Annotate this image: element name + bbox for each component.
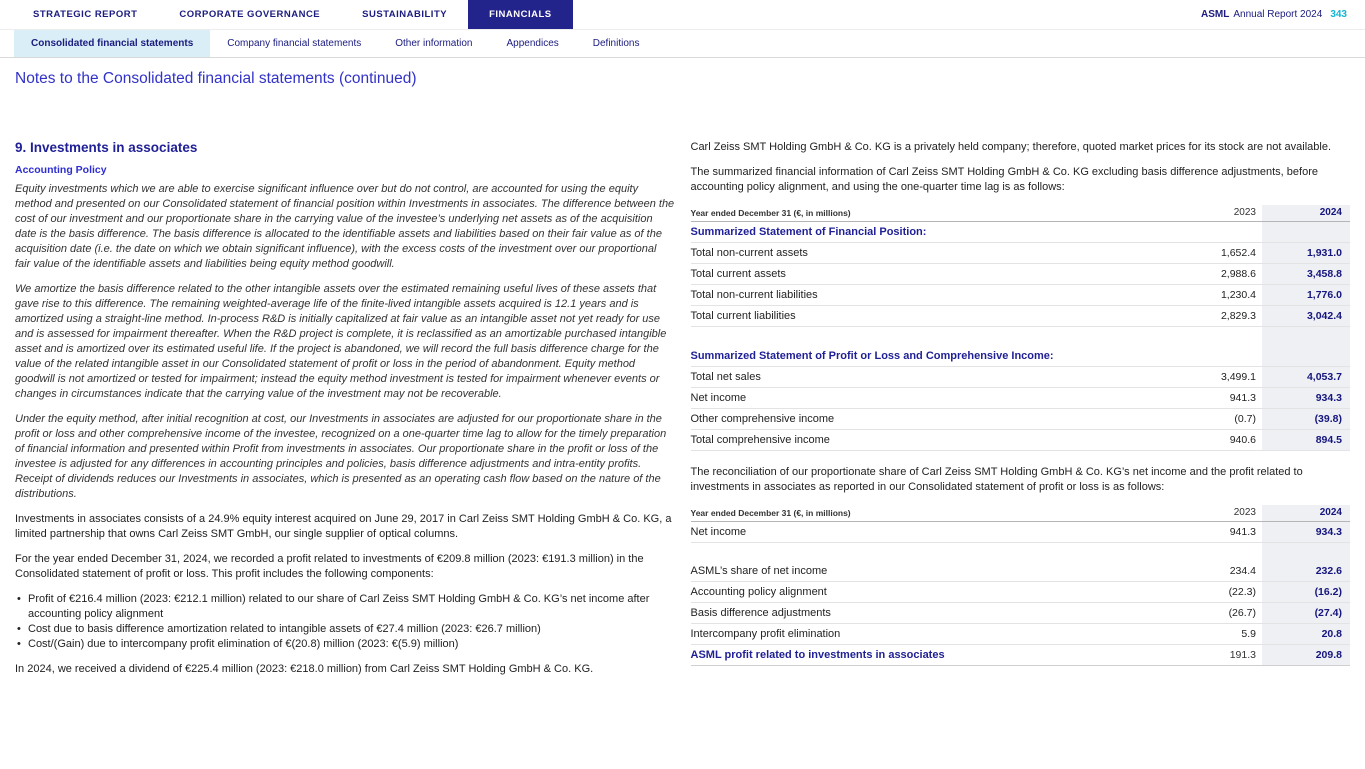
col-header-2023: 2023 <box>1186 505 1262 522</box>
paragraph: The summarized financial information of Carl Zeiss SMT Holding GmbH & Co. KG excluding basis difference adjustments, before accounting policy alignment, and using the one-quarter time lag is as follows: <box>690 166 1318 193</box>
subtab-appendices[interactable]: Appendices <box>506 38 559 49</box>
empty-cell <box>1262 222 1350 243</box>
value-2023: 941.3 <box>1186 521 1262 542</box>
table-row <box>691 561 1351 582</box>
row-label: Total net sales <box>691 366 1187 387</box>
empty-cell <box>691 542 1263 561</box>
row-label: Total non-current assets <box>691 243 1187 264</box>
value-2023: 2,988.6 <box>1186 264 1262 285</box>
subtab-other-information[interactable]: Other information <box>395 38 473 49</box>
row-label: ASML’s share of net income <box>691 561 1187 582</box>
col-header-2023: 2023 <box>1186 205 1262 222</box>
page-number: 343 <box>1330 9 1347 20</box>
subtab-consolidated-financial-statements[interactable]: Consolidated financial statements <box>14 30 210 57</box>
row-label: Total current liabilities <box>691 306 1187 327</box>
content <box>0 88 1365 711</box>
policy-paragraph: We amortize the basis difference related to the other intangible assets over the estimated remaining useful lives of these assets that gave rise to this difference. The remaining weighted-average life of the finite-lived intangible assets acquired is 12.1 years and is amortized using a straight-line method. In-process R&D is initially capitalized at fair value as an intangible asset not yet ready for use and is assessed for impairment thereafter. When the R&D project is complete, it is reclassified as an amortizable purchased intangible asset and is amortized over its estimated useful life. If the project is abandoned, we will record the full basis difference charge for the value of the related intangible asset in our Consolidated statement of profit or loss in the period of abandonment. Equity method goodwill is not amortized or tested for impairment; instead the equity method investment is tested for impairment whenever events or changes in circumstances indicate that the carrying value of the investment may not be recoverable. <box>15 283 667 400</box>
col-header-2024: 2024 <box>1262 505 1350 522</box>
table-row <box>691 429 1351 450</box>
value-2023: 940.6 <box>1186 429 1262 450</box>
top-nav <box>0 0 1365 30</box>
value-2023: 941.3 <box>1186 387 1262 408</box>
section-heading: 9. Investments in associates <box>15 140 198 155</box>
table-spacer-row <box>691 542 1351 561</box>
value-2023: 1,652.4 <box>1186 243 1262 264</box>
paragraph: For the year ended December 31, 2024, we recorded a profit related to investments of €209.8 million (2023: €191.3 million) in the Consolidated statement of profit or loss. This profit includes the following components: <box>15 553 644 580</box>
table-row <box>691 624 1351 645</box>
report-title: Annual Report 2024 <box>1233 9 1323 20</box>
table-row <box>691 366 1351 387</box>
table-row <box>691 243 1351 264</box>
table-section-row <box>691 222 1351 243</box>
value-2023: (0.7) <box>1186 408 1262 429</box>
top-tabs <box>0 0 573 29</box>
table-total-row <box>691 645 1351 666</box>
value-2023: 5.9 <box>1186 624 1262 645</box>
right-column <box>691 140 1351 687</box>
table-row <box>691 408 1351 429</box>
row-label: ASML profit related to investments in associates <box>691 645 1187 666</box>
empty-cell <box>1262 327 1350 346</box>
paragraph: Carl Zeiss SMT Holding GmbH & Co. KG is a privately held company; therefore, quoted market prices for its stock are not available. <box>690 141 1332 153</box>
summarized-financials-table <box>691 205 1351 451</box>
tab-financials[interactable]: FINANCIALS <box>468 0 573 29</box>
value-2024: 3,042.4 <box>1262 306 1350 327</box>
value-2024: 934.3 <box>1262 387 1350 408</box>
value-2024: 232.6 <box>1262 561 1350 582</box>
row-label: Net income <box>691 521 1187 542</box>
reconciliation-table <box>691 505 1351 667</box>
section-label: Summarized Statement of Financial Position: <box>691 222 1263 243</box>
components-bullet-list <box>15 592 675 652</box>
table-row <box>691 264 1351 285</box>
value-2024: 209.8 <box>1262 645 1350 666</box>
value-2024: (39.8) <box>1262 408 1350 429</box>
paragraph: In 2024, we received a dividend of €225.4 million (2023: €218.0 million) from Carl Zeiss SMT Holding GmbH & Co. KG. <box>15 663 594 675</box>
asml-logo-text: ASML <box>1201 9 1230 20</box>
value-2024: (16.2) <box>1262 582 1350 603</box>
row-label: Total comprehensive income <box>691 429 1187 450</box>
table-row <box>691 521 1351 542</box>
table-row <box>691 582 1351 603</box>
value-2024: (27.4) <box>1262 603 1350 624</box>
value-2023: 3,499.1 <box>1186 366 1262 387</box>
page-title: Notes to the Consolidated financial statements (continued) <box>15 70 417 87</box>
table-spacer-row <box>691 327 1351 346</box>
value-2024: 1,776.0 <box>1262 285 1350 306</box>
subtab-definitions[interactable]: Definitions <box>592 38 640 49</box>
table-row <box>691 285 1351 306</box>
value-2023: (22.3) <box>1186 582 1262 603</box>
table-section-row <box>691 346 1351 367</box>
value-2024: 4,053.7 <box>1262 366 1350 387</box>
value-2023: 2,829.3 <box>1186 306 1262 327</box>
row-label: Accounting policy alignment <box>691 582 1187 603</box>
value-2024: 1,931.0 <box>1262 243 1350 264</box>
table-header-row <box>691 505 1351 522</box>
table-row <box>691 387 1351 408</box>
value-2023: 1,230.4 <box>1186 285 1262 306</box>
row-label: Total non-current liabilities <box>691 285 1187 306</box>
report-meta <box>1201 0 1365 29</box>
empty-cell <box>1262 346 1350 367</box>
tab-corporate-governance[interactable]: CORPORATE GOVERNANCE <box>179 9 321 20</box>
table-header-row <box>691 205 1351 222</box>
value-2024: 894.5 <box>1262 429 1350 450</box>
policy-paragraph: Equity investments which we are able to exercise significant influence over but do not control, are accounted for using the equity method and presented on our Consolidated statement of financial position within Investments in associates. The difference between the cost of our investment and our proportionate share in the carrying value of the investee’s underlying net assets as of the acquisition date is the basis difference. The basis difference is allocated to the identifiable assets and liabilities based on their fair value as of the acquisition date (i.e. the date on which we obtain significant influence), with the excess costs of the investment over our proportional fair value of the identifiable assets and liabilities being equity method goodwill. <box>15 183 675 270</box>
empty-cell <box>1262 542 1350 561</box>
subtab-company-financial-statements[interactable]: Company financial statements <box>227 38 362 49</box>
value-2023: 234.4 <box>1186 561 1262 582</box>
table-row <box>691 306 1351 327</box>
bullet-item: • Cost/(Gain) due to intercompany profit elimination of €(20.8) million (2023: €(5.9) million) <box>15 637 675 652</box>
paragraph: Investments in associates consists of a 24.9% equity interest acquired on June 29, 2017 in Carl Zeiss SMT Holding GmbH & Co. KG, a limited partnership that owns Carl Zeiss SMT GmbH, our single supplier of optical columns. <box>15 513 672 540</box>
empty-cell <box>691 327 1263 346</box>
bullet-item: • Cost due to basis difference amortization related to intangible assets of €27.4 million (2023: €26.7 million) <box>15 622 675 637</box>
sub-nav <box>0 30 1365 58</box>
table-caption: Year ended December 31 (€, in millions) <box>691 205 1187 222</box>
row-label: Other comprehensive income <box>691 408 1187 429</box>
row-label: Total current assets <box>691 264 1187 285</box>
table-row <box>691 603 1351 624</box>
policy-paragraph: Under the equity method, after initial recognition at cost, our Investments in associates are adjusted for our proportionate share in the profit or loss and other comprehensive income of the investee, recognized on a one-quarter time lag to allow for the timely preparation of financial information and presented within Profit from investments in associates. Our proportionate share in the profit or loss of the investee is adjusted for any differences in accounting principles and policies, basis difference adjustments and intra-entity profits. Receipt of dividends reduces our Investments in associates, which is presented as an operating cash flow based on the nature of the distributions. <box>15 413 667 500</box>
tab-strategic-report[interactable]: STRATEGIC REPORT <box>33 9 138 20</box>
row-label: Intercompany profit elimination <box>691 624 1187 645</box>
row-label: Basis difference adjustments <box>691 603 1187 624</box>
value-2024: 20.8 <box>1262 624 1350 645</box>
value-2024: 3,458.8 <box>1262 264 1350 285</box>
value-2023: 191.3 <box>1186 645 1262 666</box>
bullet-item: • Profit of €216.4 million (2023: €212.1 million) related to our share of Carl Zeiss SMT Holding GmbH & Co. KG’s net income after accounting policy alignment <box>15 592 675 622</box>
section-label: Summarized Statement of Profit or Loss and Comprehensive Income: <box>691 346 1263 367</box>
value-2024: 934.3 <box>1262 521 1350 542</box>
paragraph: The reconciliation of our proportionate share of Carl Zeiss SMT Holding GmbH & Co. KG’s net income and the profit related to investments in associates as reported in our Consolidated statement of profit or loss is as follows: <box>690 465 1303 493</box>
accounting-policy-heading: Accounting Policy <box>15 164 107 176</box>
value-2023: (26.7) <box>1186 603 1262 624</box>
row-label: Net income <box>691 387 1187 408</box>
tab-sustainability[interactable]: SUSTAINABILITY <box>362 9 448 20</box>
col-header-2024: 2024 <box>1262 205 1350 222</box>
left-column <box>15 140 675 687</box>
table-caption: Year ended December 31 (€, in millions) <box>691 505 1187 522</box>
